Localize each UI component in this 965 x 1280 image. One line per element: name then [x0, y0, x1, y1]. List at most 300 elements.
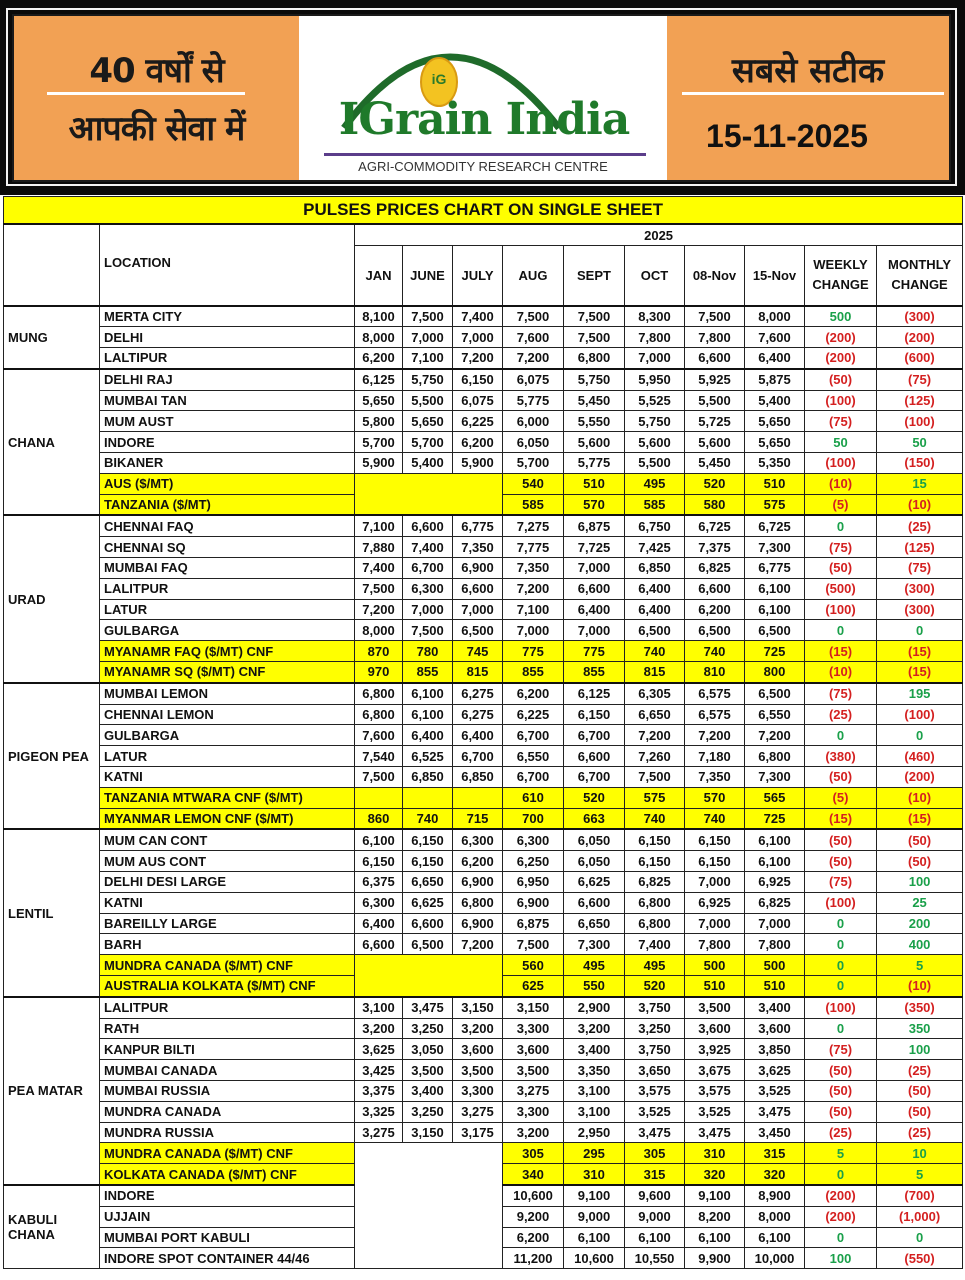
price-cell: 575	[745, 494, 805, 515]
price-cell: 3,275	[355, 1122, 403, 1143]
price-cell: 6,900	[453, 558, 503, 579]
table-row	[4, 306, 963, 327]
price-cell: 740	[685, 641, 745, 662]
empty-price-cell	[355, 1185, 503, 1206]
monthly-change-cell: (25)	[877, 1060, 963, 1081]
price-cell: 725	[745, 641, 805, 662]
price-cell: 520	[625, 976, 685, 997]
price-cell: 7,500	[625, 767, 685, 788]
price-cell: 560	[503, 955, 564, 976]
price-cell: 5,600	[625, 432, 685, 453]
weekly-change-cell: (380)	[805, 746, 877, 767]
table-row	[4, 746, 963, 767]
price-cell: 7,000	[403, 599, 453, 620]
year-header: 2025	[355, 224, 963, 246]
price-cell: 6,900	[453, 913, 503, 934]
monthly-change-cell: (300)	[877, 599, 963, 620]
price-cell: 6,800	[625, 913, 685, 934]
location-cell: AUS ($/MT)	[100, 473, 355, 494]
price-cell: 6,825	[685, 558, 745, 579]
location-cell: DELHI DESI LARGE	[100, 872, 355, 893]
price-cell: 3,600	[685, 1018, 745, 1039]
weekly-change-cell: (50)	[805, 369, 877, 390]
commodity-group-label: URAD	[4, 515, 100, 682]
location-cell: DELHI	[100, 327, 355, 348]
table-row	[4, 767, 963, 788]
location-cell: MUM AUS CONT	[100, 851, 355, 872]
price-cell: 8,200	[685, 1206, 745, 1227]
price-cell: 5,750	[564, 369, 625, 390]
weekly-change-cell: (100)	[805, 997, 877, 1018]
col-header-08-nov: 08-Nov	[685, 246, 745, 306]
location-cell: MUMBAI RUSSIA	[100, 1080, 355, 1101]
price-cell	[453, 787, 503, 808]
location-cell: BIKANER	[100, 453, 355, 474]
price-cell: 320	[685, 1164, 745, 1185]
table-row	[4, 599, 963, 620]
price-cell: 7,775	[503, 537, 564, 558]
price-cell: 6,100	[745, 578, 805, 599]
price-cell: 3,100	[564, 1101, 625, 1122]
price-cell: 7,400	[403, 537, 453, 558]
price-cell: 815	[453, 662, 503, 683]
monthly-change-cell: 0	[877, 1227, 963, 1248]
table-row	[4, 1248, 963, 1269]
price-cell: 6,775	[745, 558, 805, 579]
price-cell: 6,400	[745, 348, 805, 369]
price-cell: 510	[745, 976, 805, 997]
price-cell: 575	[625, 787, 685, 808]
table-row	[4, 725, 963, 746]
price-cell: 7,500	[403, 620, 453, 641]
price-cell: 520	[685, 473, 745, 494]
price-cell: 7,100	[403, 348, 453, 369]
monthly-change-cell: (25)	[877, 515, 963, 536]
monthly-change-cell: 10	[877, 1143, 963, 1164]
monthly-change-cell: 200	[877, 913, 963, 934]
price-cell: 510	[745, 473, 805, 494]
price-cell: 315	[745, 1143, 805, 1164]
location-cell: KOLKATA CANADA ($/MT) CNF	[100, 1164, 355, 1185]
price-cell: 6,225	[453, 411, 503, 432]
price-cell: 495	[564, 955, 625, 976]
price-cell: 7,200	[355, 599, 403, 620]
price-cell: 5,450	[564, 390, 625, 411]
weekly-change-cell: (15)	[805, 808, 877, 829]
price-cell: 5,650	[355, 390, 403, 411]
monthly-change-cell: (75)	[877, 558, 963, 579]
table-row	[4, 662, 963, 683]
price-cell: 6,500	[625, 620, 685, 641]
price-cell: 3,175	[453, 1122, 503, 1143]
weekly-change-cell: (200)	[805, 1185, 877, 1206]
price-cell: 8,300	[625, 306, 685, 327]
price-cell: 5,925	[685, 369, 745, 390]
price-cell: 9,100	[564, 1185, 625, 1206]
price-cell: 5,775	[564, 453, 625, 474]
location-header: LOCATION	[100, 224, 355, 306]
price-cell: 3,650	[625, 1060, 685, 1081]
price-cell: 7,200	[503, 348, 564, 369]
table-row	[4, 1227, 963, 1248]
price-cell: 5,950	[625, 369, 685, 390]
report-date: 15-11-2025	[706, 118, 868, 154]
price-cell: 6,200	[685, 599, 745, 620]
price-cell: 6,000	[503, 411, 564, 432]
price-cell: 2,950	[564, 1122, 625, 1143]
col-header-15-nov: 15-Nov	[745, 246, 805, 306]
table-row	[4, 1185, 963, 1206]
empty-price-cell	[355, 976, 503, 997]
price-cell: 7,800	[685, 934, 745, 955]
price-cell: 6,500	[403, 934, 453, 955]
price-cell: 6,700	[453, 746, 503, 767]
price-cell: 7,500	[503, 306, 564, 327]
price-cell: 3,475	[685, 1122, 745, 1143]
price-cell: 5,875	[745, 369, 805, 390]
price-cell: 6,200	[453, 851, 503, 872]
weekly-change-cell: (100)	[805, 390, 877, 411]
weekly-change-cell: (10)	[805, 662, 877, 683]
price-cell: 6,150	[403, 829, 453, 850]
weekly-change-cell: (50)	[805, 767, 877, 788]
price-cell: 7,260	[625, 746, 685, 767]
price-cell: 6,100	[403, 704, 453, 725]
commodity-group-label: KABULI CHANA	[4, 1185, 100, 1269]
price-cell: 310	[685, 1143, 745, 1164]
banner-left-panel	[14, 16, 299, 180]
table-row	[4, 390, 963, 411]
price-cell: 7,200	[453, 348, 503, 369]
price-cell: 6,275	[453, 704, 503, 725]
price-cell: 3,525	[745, 1080, 805, 1101]
monthly-change-cell: (75)	[877, 369, 963, 390]
monthly-change-cell: (50)	[877, 1101, 963, 1122]
price-cell: 7,500	[564, 306, 625, 327]
logo-name: IGrain India	[338, 94, 630, 145]
weekly-change-cell: (50)	[805, 829, 877, 850]
price-cell: 6,575	[685, 683, 745, 704]
table-row	[4, 683, 963, 704]
price-cell: 3,275	[453, 1101, 503, 1122]
location-cell: MUNDRA RUSSIA	[100, 1122, 355, 1143]
price-cell: 9,600	[625, 1185, 685, 1206]
monthly-change-cell: (1,000)	[877, 1206, 963, 1227]
price-cell: 7,880	[355, 537, 403, 558]
empty-price-cell	[355, 1164, 503, 1185]
col-header-jan: JAN	[355, 246, 403, 306]
price-cell: 3,400	[403, 1080, 453, 1101]
price-cell: 5,650	[403, 411, 453, 432]
price-cell: 6,400	[453, 725, 503, 746]
price-cell: 7,500	[355, 578, 403, 599]
price-cell: 3,750	[625, 1039, 685, 1060]
price-cell: 585	[625, 494, 685, 515]
price-cell: 6,100	[564, 1227, 625, 1248]
price-cell: 520	[564, 787, 625, 808]
tagline-line-1: 40 वर्षों से	[89, 51, 224, 91]
price-cell: 6,075	[453, 390, 503, 411]
price-cell: 7,000	[453, 599, 503, 620]
price-cell: 3,750	[625, 997, 685, 1018]
price-cell: 6,600	[564, 892, 625, 913]
table-row	[4, 934, 963, 955]
table-row	[4, 348, 963, 369]
weekly-change-cell: (25)	[805, 1122, 877, 1143]
monthly-change-cell: (50)	[877, 829, 963, 850]
weekly-change-cell: (200)	[805, 327, 877, 348]
price-cell: 870	[355, 641, 403, 662]
price-cell: 3,600	[503, 1039, 564, 1060]
price-cell: 3,600	[745, 1018, 805, 1039]
monthly-header-line-1: MONTHLY	[888, 257, 952, 273]
price-cell: 7,540	[355, 746, 403, 767]
price-cell: 740	[625, 641, 685, 662]
monthly-change-cell: 25	[877, 892, 963, 913]
logo-badge: iG	[431, 71, 447, 87]
location-cell: KATNI	[100, 892, 355, 913]
weekly-change-cell: (500)	[805, 578, 877, 599]
price-cell: 6,500	[685, 620, 745, 641]
price-cell: 8,000	[745, 306, 805, 327]
monthly-header-line-2: CHANGE	[891, 277, 948, 293]
price-cell: 7,500	[403, 306, 453, 327]
price-cell: 7,200	[625, 725, 685, 746]
price-cell: 495	[625, 955, 685, 976]
price-cell: 6,600	[685, 578, 745, 599]
weekly-change-cell: 5	[805, 1143, 877, 1164]
table-row	[4, 411, 963, 432]
price-cell: 6,150	[625, 829, 685, 850]
monthly-change-cell: (700)	[877, 1185, 963, 1206]
location-cell: MYANAMR FAQ ($/MT) CNF	[100, 641, 355, 662]
col-header-sept: SEPT	[564, 246, 625, 306]
table-row	[4, 327, 963, 348]
price-cell: 6,650	[625, 704, 685, 725]
price-cell: 3,350	[564, 1060, 625, 1081]
price-cell: 6,600	[564, 746, 625, 767]
price-cell: 6,850	[453, 767, 503, 788]
price-cell: 6,625	[564, 872, 625, 893]
price-cell: 7,600	[745, 327, 805, 348]
price-cell: 585	[503, 494, 564, 515]
price-cell: 6,600	[403, 913, 453, 934]
table-row	[4, 808, 963, 829]
price-cell: 310	[564, 1164, 625, 1185]
weekly-change-cell: (75)	[805, 1039, 877, 1060]
price-cell: 6,725	[745, 515, 805, 536]
tagline-divider	[47, 92, 245, 95]
price-cell: 3,100	[564, 1080, 625, 1101]
price-cell: 5,550	[564, 411, 625, 432]
price-cell: 6,925	[685, 892, 745, 913]
price-cell: 715	[453, 808, 503, 829]
weekly-change-cell: (75)	[805, 683, 877, 704]
weekly-change-cell: (5)	[805, 787, 877, 808]
price-cell: 6,800	[453, 892, 503, 913]
table-row	[4, 787, 963, 808]
weekly-change-cell: (75)	[805, 411, 877, 432]
monthly-change-cell: (350)	[877, 997, 963, 1018]
price-cell: 3,625	[355, 1039, 403, 1060]
price-cell: 6,950	[503, 872, 564, 893]
price-cell: 6,100	[745, 599, 805, 620]
price-cell: 7,500	[685, 306, 745, 327]
weekly-change-cell: (100)	[805, 892, 877, 913]
price-cell: 5,900	[355, 453, 403, 474]
weekly-change-cell: 0	[805, 976, 877, 997]
empty-price-cell	[355, 1227, 503, 1248]
location-cell: MUM CAN CONT	[100, 829, 355, 850]
weekly-change-cell: (50)	[805, 558, 877, 579]
weekly-change-cell: (10)	[805, 473, 877, 494]
table-row	[4, 997, 963, 1018]
monthly-change-cell: 195	[877, 683, 963, 704]
price-cell: 6,400	[403, 725, 453, 746]
weekly-change-cell: (100)	[805, 453, 877, 474]
price-cell: 7,000	[453, 327, 503, 348]
table-row	[4, 369, 963, 390]
price-cell: 10,550	[625, 1248, 685, 1269]
price-cell	[403, 787, 453, 808]
table-row	[4, 1039, 963, 1060]
price-cell: 3,925	[685, 1039, 745, 1060]
monthly-change-cell: (10)	[877, 976, 963, 997]
commodity-group-label: MUNG	[4, 306, 100, 369]
price-cell: 7,350	[453, 537, 503, 558]
table-row	[4, 829, 963, 850]
location-cell: INDORE	[100, 1185, 355, 1206]
price-cell: 10,600	[564, 1248, 625, 1269]
weekly-change-cell: 0	[805, 515, 877, 536]
location-cell: INDORE SPOT CONTAINER 44/46	[100, 1248, 355, 1269]
price-cell: 7,000	[685, 913, 745, 934]
price-cell: 6,225	[503, 704, 564, 725]
slogan-divider	[682, 92, 944, 95]
price-cell: 7,500	[503, 934, 564, 955]
price-cell: 295	[564, 1143, 625, 1164]
weekly-change-cell: 0	[805, 725, 877, 746]
price-cell: 3,250	[403, 1018, 453, 1039]
table-row	[4, 913, 963, 934]
price-cell: 6,100	[745, 851, 805, 872]
price-cell: 7,100	[503, 599, 564, 620]
monthly-change-cell: (150)	[877, 453, 963, 474]
price-cell: 5,775	[503, 390, 564, 411]
price-cell: 3,300	[503, 1018, 564, 1039]
monthly-change-cell: 100	[877, 1039, 963, 1060]
monthly-change-cell: (300)	[877, 578, 963, 599]
price-cell: 8,000	[745, 1206, 805, 1227]
price-cell: 6,850	[625, 558, 685, 579]
price-cell: 11,200	[503, 1248, 564, 1269]
price-cell: 3,850	[745, 1039, 805, 1060]
price-cell: 6,625	[403, 892, 453, 913]
price-cell: 6,700	[403, 558, 453, 579]
weekly-change-cell: (50)	[805, 851, 877, 872]
price-cell: 6,900	[503, 892, 564, 913]
price-cell: 6,400	[625, 599, 685, 620]
price-cell: 550	[564, 976, 625, 997]
price-cell: 3,475	[625, 1122, 685, 1143]
price-cell: 6,700	[564, 767, 625, 788]
price-cell: 7,200	[503, 578, 564, 599]
monthly-change-cell: (200)	[877, 767, 963, 788]
price-cell: 6,125	[355, 369, 403, 390]
price-cell: 340	[503, 1164, 564, 1185]
price-cell: 6,300	[355, 892, 403, 913]
location-cell: LALITPUR	[100, 997, 355, 1018]
empty-price-cell	[355, 494, 503, 515]
price-cell: 7,000	[564, 558, 625, 579]
price-cell: 7,725	[564, 537, 625, 558]
location-cell: MYANAMR SQ ($/MT) CNF	[100, 662, 355, 683]
price-cell: 6,800	[355, 683, 403, 704]
monthly-change-cell: (460)	[877, 746, 963, 767]
price-cell: 740	[403, 808, 453, 829]
table-row	[4, 1101, 963, 1122]
price-cell: 510	[564, 473, 625, 494]
price-cell: 6,600	[564, 578, 625, 599]
price-cell: 6,150	[355, 851, 403, 872]
weekly-change-cell: (5)	[805, 494, 877, 515]
pulses-price-table	[3, 196, 963, 1269]
col-header-weekly-change	[805, 246, 877, 306]
price-cell: 7,800	[685, 327, 745, 348]
commodity-group-label: LENTIL	[4, 829, 100, 996]
price-cell: 6,300	[403, 578, 453, 599]
col-header-monthly-change	[877, 246, 963, 306]
price-cell: 9,200	[503, 1206, 564, 1227]
price-cell: 6,400	[564, 599, 625, 620]
price-cell: 3,100	[355, 997, 403, 1018]
price-cell: 6,150	[403, 851, 453, 872]
price-cell: 6,650	[403, 872, 453, 893]
location-cell: INDORE	[100, 432, 355, 453]
location-cell: MUMBAI CANADA	[100, 1060, 355, 1081]
commodity-group-label: CHANA	[4, 369, 100, 516]
price-cell: 3,150	[453, 997, 503, 1018]
price-cell: 7,500	[564, 327, 625, 348]
price-cell: 8,100	[355, 306, 403, 327]
location-cell: GULBARGA	[100, 620, 355, 641]
price-cell: 9,000	[625, 1206, 685, 1227]
location-cell: CHENNAI SQ	[100, 537, 355, 558]
price-cell: 3,250	[403, 1101, 453, 1122]
price-cell: 6,600	[453, 578, 503, 599]
banner-right-panel	[667, 16, 949, 180]
monthly-change-cell: 5	[877, 1164, 963, 1185]
price-cell: 7,000	[403, 327, 453, 348]
price-cell: 6,400	[625, 578, 685, 599]
price-cell: 6,825	[745, 892, 805, 913]
price-cell: 6,600	[685, 348, 745, 369]
price-cell: 970	[355, 662, 403, 683]
price-cell: 6,400	[355, 913, 403, 934]
price-cell: 580	[685, 494, 745, 515]
table-row	[4, 1080, 963, 1101]
price-cell: 5,450	[685, 453, 745, 474]
price-cell: 6,305	[625, 683, 685, 704]
price-cell: 6,800	[564, 348, 625, 369]
location-cell: BARH	[100, 934, 355, 955]
price-cell: 6,800	[625, 892, 685, 913]
price-cell: 6,575	[685, 704, 745, 725]
weekly-change-cell: 0	[805, 934, 877, 955]
location-cell: CHENNAI LEMON	[100, 704, 355, 725]
logo-tagline: AGRI-COMMODITY RESEARCH CENTRE	[358, 159, 608, 174]
monthly-change-cell: 15	[877, 473, 963, 494]
